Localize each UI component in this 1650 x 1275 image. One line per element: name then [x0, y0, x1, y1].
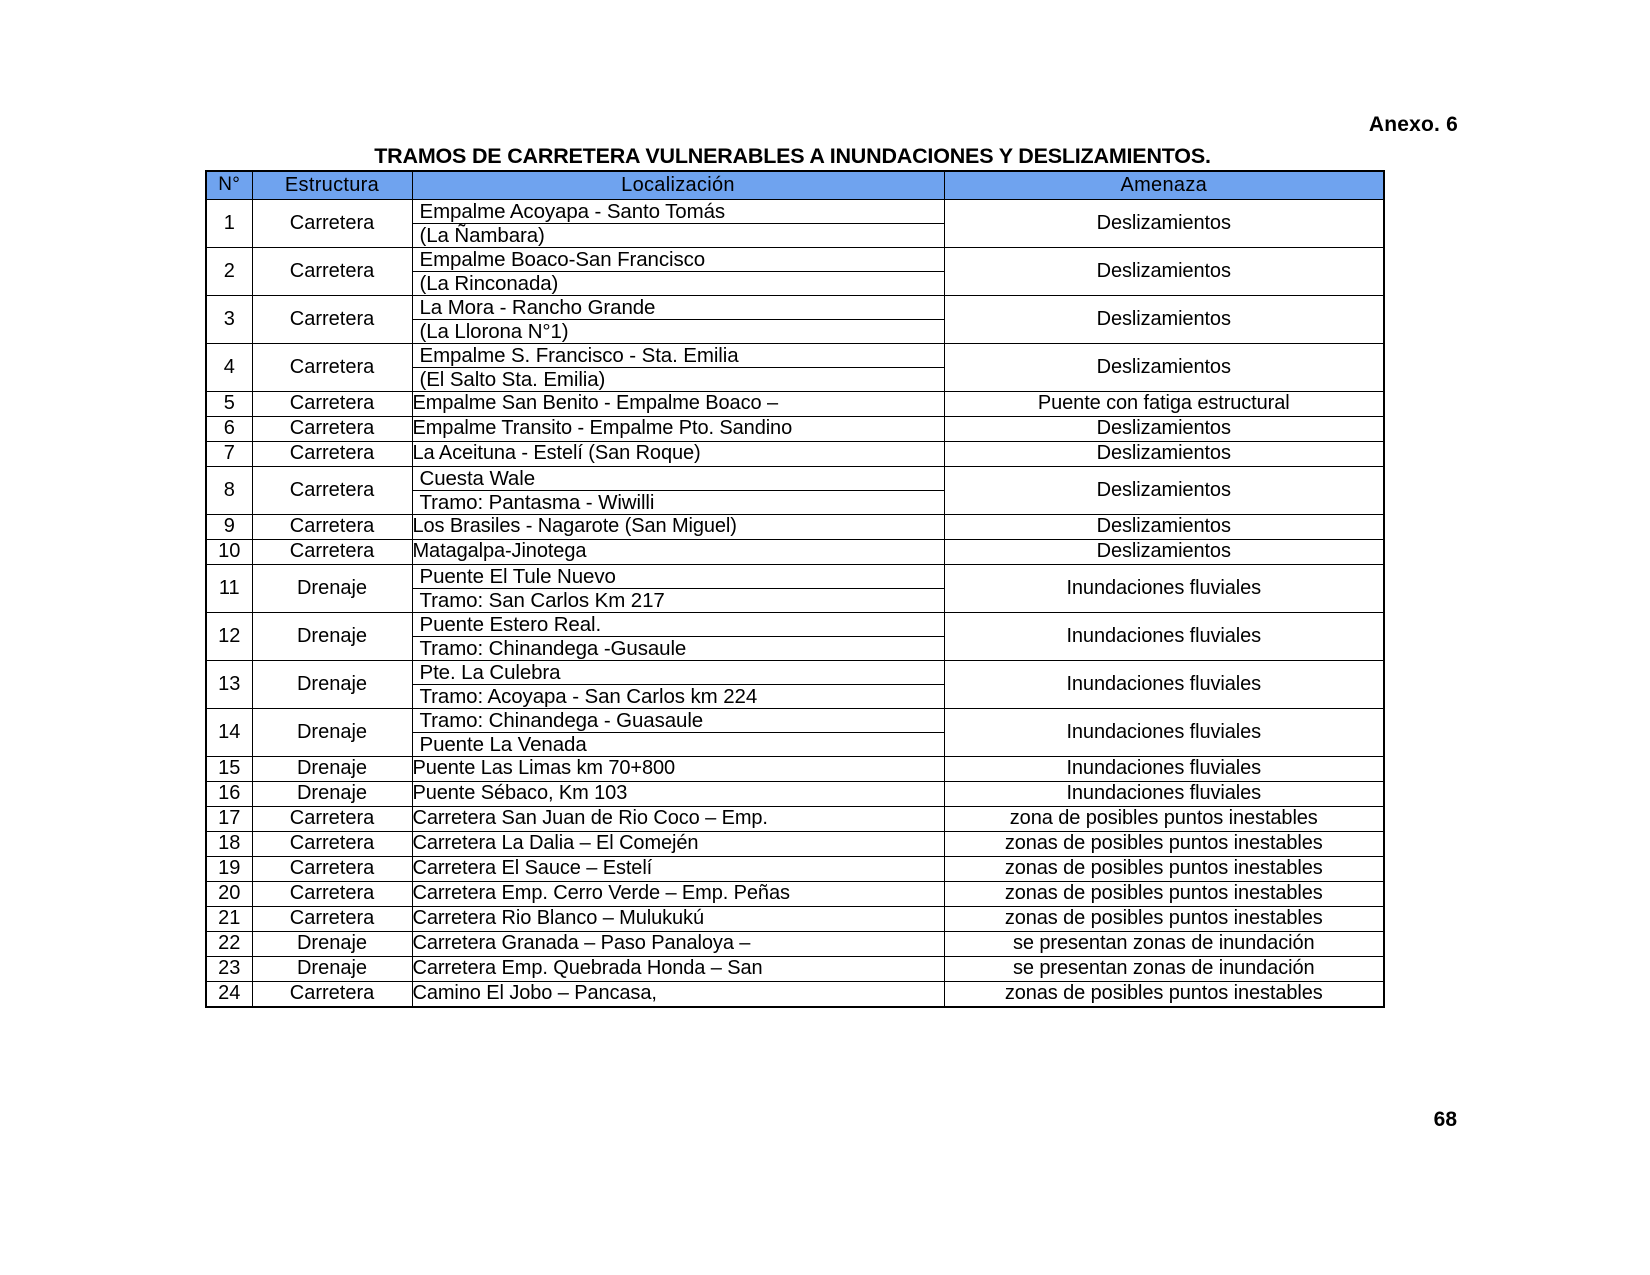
localizacion-line: Puente La Venada [419, 733, 587, 756]
localizacion-line: Empalme Boaco-San Francisco [413, 248, 944, 272]
localizacion-lines [413, 613, 944, 660]
cell-numero: 2 [206, 248, 252, 296]
cell-numero: 11 [206, 565, 252, 613]
cell-localizacion: Camino El Jobo – Pancasa, [412, 982, 944, 1008]
cell-localizacion: Carretera El Sauce – Estelí [412, 857, 944, 882]
cell-amenaza: Inundaciones fluviales [944, 782, 1384, 807]
cell-estructura: Carretera [252, 982, 412, 1008]
table-row [206, 807, 1384, 832]
cell-localizacion: Puente Sébaco, Km 103 [412, 782, 944, 807]
localizacion-line: (La Rinconada) [419, 272, 559, 295]
annex-label: Anexo. 6 [1368, 113, 1458, 136]
cell-numero: 9 [206, 515, 252, 540]
cell-numero: 18 [206, 832, 252, 857]
cell-amenaza: Inundaciones fluviales [944, 757, 1384, 782]
cell-estructura: Carretera [252, 417, 412, 442]
cell-localizacion: Carretera Emp. Quebrada Honda – San [412, 957, 944, 982]
localizacion-lines [413, 344, 944, 391]
localizacion-line: Cuesta Wale [413, 467, 944, 491]
table-row [206, 782, 1384, 807]
cell-localizacion: Puente Las Limas km 70+800 [412, 757, 944, 782]
cell-amenaza: Inundaciones fluviales [944, 565, 1384, 613]
cell-localizacion: Carretera San Juan de Rio Coco – Emp. [412, 807, 944, 832]
cell-estructura: Drenaje [252, 709, 412, 757]
cell-localizacion [412, 661, 944, 709]
cell-localizacion [412, 613, 944, 661]
cell-estructura: Carretera [252, 200, 412, 248]
cell-estructura: Drenaje [252, 932, 412, 957]
cell-estructura: Carretera [252, 296, 412, 344]
cell-localizacion: La Aceituna - Estelí (San Roque) [412, 442, 944, 467]
cell-numero: 4 [206, 344, 252, 392]
table-row [206, 932, 1384, 957]
table-row [206, 709, 1384, 757]
cell-amenaza: zonas de posibles puntos inestables [944, 832, 1384, 857]
localizacion-line: Pte. La Culebra [413, 661, 944, 685]
localizacion-lines [413, 661, 944, 708]
cell-estructura: Carretera [252, 907, 412, 932]
cell-estructura: Drenaje [252, 782, 412, 807]
cell-numero: 19 [206, 857, 252, 882]
localizacion-lines [413, 467, 944, 514]
cell-localizacion [412, 200, 944, 248]
localizacion-line: Tramo: San Carlos Km 217 [419, 589, 665, 612]
localizacion-lines [413, 296, 944, 343]
cell-localizacion [412, 709, 944, 757]
table-header-row [206, 171, 1384, 200]
column-header-estructura: Estructura [252, 171, 412, 200]
cell-localizacion [412, 248, 944, 296]
cell-amenaza: zonas de posibles puntos inestables [944, 982, 1384, 1008]
column-header-localizacion: Localización [412, 171, 944, 200]
cell-numero: 21 [206, 907, 252, 932]
cell-localizacion: Empalme San Benito - Empalme Boaco – [412, 392, 944, 417]
localizacion-line: (La Llorona N°1) [419, 320, 569, 343]
localizacion-line: Tramo: Acoyapa - San Carlos km 224 [419, 685, 758, 708]
cell-amenaza: se presentan zonas de inundación [944, 957, 1384, 982]
table-row [206, 442, 1384, 467]
column-header-amenaza: Amenaza [944, 171, 1384, 200]
cell-localizacion [412, 467, 944, 515]
table-row [206, 757, 1384, 782]
cell-amenaza: Deslizamientos [944, 344, 1384, 392]
cell-numero: 10 [206, 540, 252, 565]
table-header [206, 171, 1384, 200]
cell-estructura: Drenaje [252, 661, 412, 709]
localizacion-line: (La Ñambara) [419, 224, 545, 247]
page-number: 68 [1433, 1108, 1457, 1131]
localizacion-line: La Mora - Rancho Grande [413, 296, 944, 320]
cell-amenaza: zonas de posibles puntos inestables [944, 857, 1384, 882]
cell-estructura: Drenaje [252, 565, 412, 613]
cell-estructura: Carretera [252, 882, 412, 907]
cell-estructura: Carretera [252, 832, 412, 857]
cell-amenaza: Puente con fatiga estructural [944, 392, 1384, 417]
cell-numero: 23 [206, 957, 252, 982]
cell-estructura: Carretera [252, 442, 412, 467]
cell-amenaza: se presentan zonas de inundación [944, 932, 1384, 957]
localizacion-line: Empalme S. Francisco - Sta. Emilia [413, 344, 944, 368]
cell-estructura: Carretera [252, 344, 412, 392]
cell-localizacion: Matagalpa-Jinotega [412, 540, 944, 565]
table-row [206, 613, 1384, 661]
cell-amenaza: Deslizamientos [944, 200, 1384, 248]
cell-localizacion: Los Brasiles - Nagarote (San Miguel) [412, 515, 944, 540]
column-header-numero: N° [206, 171, 252, 200]
cell-estructura: Carretera [252, 248, 412, 296]
cell-estructura: Carretera [252, 392, 412, 417]
table-row [206, 200, 1384, 248]
cell-estructura: Carretera [252, 540, 412, 565]
cell-localizacion: Carretera Emp. Cerro Verde – Emp. Peñas [412, 882, 944, 907]
cell-numero: 1 [206, 200, 252, 248]
table-row [206, 515, 1384, 540]
cell-estructura: Drenaje [252, 957, 412, 982]
cell-numero: 12 [206, 613, 252, 661]
table-row [206, 982, 1384, 1008]
cell-estructura: Carretera [252, 807, 412, 832]
cell-amenaza: Deslizamientos [944, 540, 1384, 565]
cell-numero: 7 [206, 442, 252, 467]
cell-localizacion [412, 565, 944, 613]
cell-numero: 20 [206, 882, 252, 907]
cell-localizacion: Empalme Transito - Empalme Pto. Sandino [412, 417, 944, 442]
cell-amenaza: Inundaciones fluviales [944, 613, 1384, 661]
localizacion-lines [413, 565, 944, 612]
table-row [206, 661, 1384, 709]
cell-numero: 13 [206, 661, 252, 709]
cell-numero: 3 [206, 296, 252, 344]
localizacion-line: Tramo: Pantasma - Wiwilli [419, 491, 655, 514]
cell-numero: 22 [206, 932, 252, 957]
cell-localizacion: Carretera Granada – Paso Panaloya – [412, 932, 944, 957]
localizacion-line: Puente Estero Real. [413, 613, 944, 637]
vulnerable-road-sections-table [205, 170, 1385, 1008]
table-row [206, 540, 1384, 565]
table-row [206, 882, 1384, 907]
cell-amenaza: Deslizamientos [944, 442, 1384, 467]
cell-amenaza: Deslizamientos [944, 467, 1384, 515]
cell-estructura: Carretera [252, 515, 412, 540]
localizacion-line: Tramo: Chinandega - Guasaule [413, 709, 944, 733]
table-row [206, 857, 1384, 882]
cell-estructura: Carretera [252, 857, 412, 882]
table-row [206, 344, 1384, 392]
localizacion-line: (El Salto Sta. Emilia) [419, 368, 606, 391]
table-row [206, 417, 1384, 442]
cell-amenaza: Deslizamientos [944, 248, 1384, 296]
localizacion-line: Empalme Acoyapa - Santo Tomás [413, 200, 944, 224]
cell-amenaza: Inundaciones fluviales [944, 661, 1384, 709]
cell-amenaza: Deslizamientos [944, 296, 1384, 344]
cell-numero: 16 [206, 782, 252, 807]
table-row [206, 296, 1384, 344]
cell-localizacion: Carretera La Dalia – El Comején [412, 832, 944, 857]
cell-estructura: Drenaje [252, 757, 412, 782]
cell-amenaza: zonas de posibles puntos inestables [944, 907, 1384, 932]
cell-numero: 14 [206, 709, 252, 757]
cell-amenaza: zonas de posibles puntos inestables [944, 882, 1384, 907]
localizacion-line: Puente El Tule Nuevo [413, 565, 944, 589]
page-title: TRAMOS DE CARRETERA VULNERABLES A INUNDACIONES Y DESLIZAMIENTOS. [374, 144, 1211, 168]
table-row [206, 907, 1384, 932]
cell-amenaza: Inundaciones fluviales [944, 709, 1384, 757]
cell-localizacion [412, 344, 944, 392]
cell-estructura: Drenaje [252, 613, 412, 661]
cell-numero: 17 [206, 807, 252, 832]
table-row [206, 248, 1384, 296]
localizacion-lines [413, 248, 944, 295]
localizacion-line: Tramo: Chinandega -Gusaule [419, 637, 687, 660]
cell-localizacion [412, 296, 944, 344]
localizacion-lines [413, 200, 944, 247]
cell-estructura: Carretera [252, 467, 412, 515]
table-row [206, 467, 1384, 515]
table-row [206, 957, 1384, 982]
table-row [206, 392, 1384, 417]
table-body [206, 200, 1384, 1008]
localizacion-lines [413, 709, 944, 756]
cell-amenaza: zona de posibles puntos inestables [944, 807, 1384, 832]
cell-numero: 6 [206, 417, 252, 442]
cell-numero: 15 [206, 757, 252, 782]
cell-localizacion: Carretera Rio Blanco – Mulukukú [412, 907, 944, 932]
cell-numero: 8 [206, 467, 252, 515]
cell-numero: 24 [206, 982, 252, 1008]
cell-amenaza: Deslizamientos [944, 417, 1384, 442]
table-row [206, 832, 1384, 857]
vulnerable-road-sections-table-container [205, 170, 1383, 1008]
table-row [206, 565, 1384, 613]
cell-numero: 5 [206, 392, 252, 417]
cell-amenaza: Deslizamientos [944, 515, 1384, 540]
